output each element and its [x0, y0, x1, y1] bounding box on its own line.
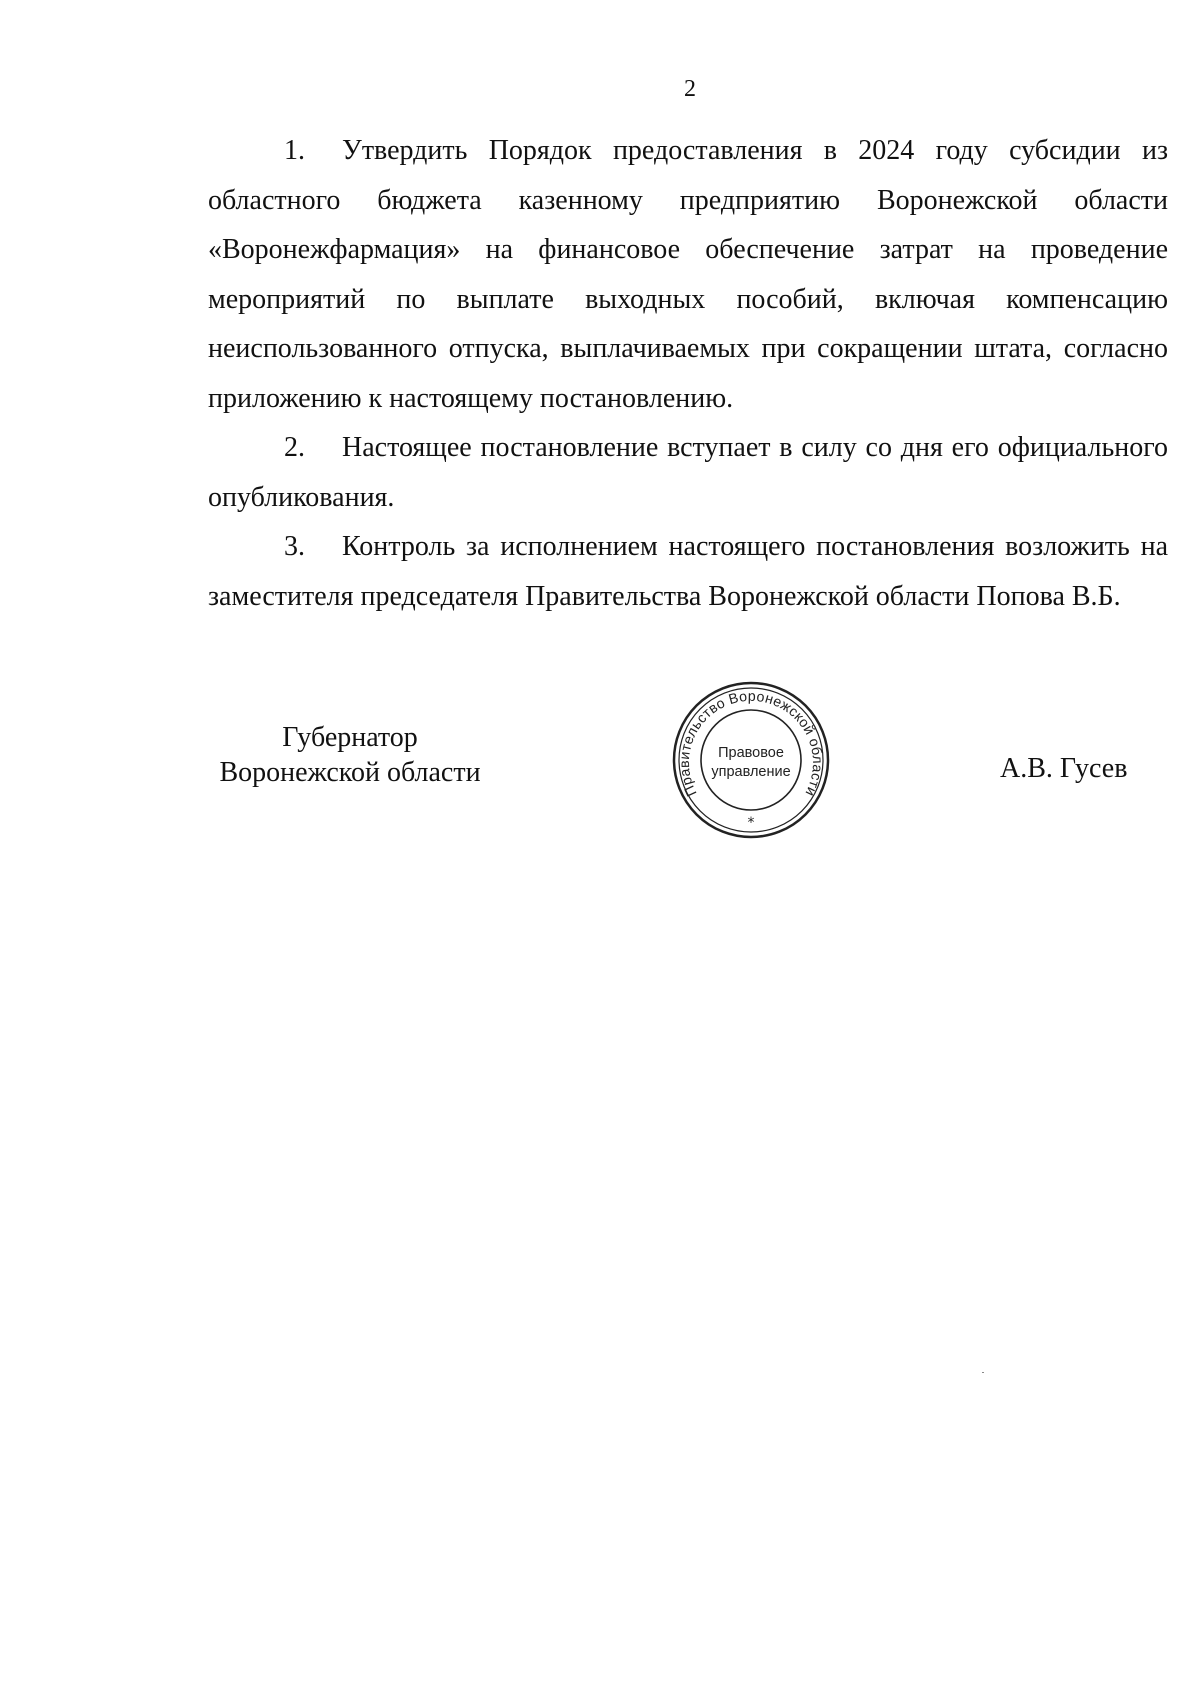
document-body [208, 126, 1168, 621]
signatory-name: А.В. Гусев [1000, 753, 1128, 784]
paragraph-3-text: Контроль за исполнением настоящего постановления возложить на заместителя председателя Правительства Воронежской области Попова В.Б. [208, 531, 1168, 612]
signatory-title-line-2: Воронежской области [219, 757, 481, 788]
paragraph-3-number: 3. [284, 531, 305, 562]
stamp-ring-text: Правительство Воронежской области [676, 688, 826, 799]
paragraph-1 [208, 126, 1168, 423]
stamp-center-line-1: Правовое [718, 745, 784, 761]
paragraph-2-number: 2. [284, 432, 305, 463]
scan-speck [982, 1372, 984, 1373]
page-number: 2 [684, 76, 696, 102]
paragraph-3 [208, 522, 1168, 621]
paragraph-1-text: Утвердить Порядок предоставления в 2024 году субсидии из областного бюджета казенному предприятию Воронежской области «Воронежфармация» на финансовое обеспечение затрат на проведение мероприятий по выплате выходных пособий, включая компенсацию неиспользованного отпуска, выплачиваемых при сокращении штата, согласно приложению к настоящему постановлению. [208, 135, 1168, 414]
signatory-title-line-1: Губернатор [282, 722, 418, 753]
stamp-center-line-2: управление [711, 764, 791, 780]
signatory-title [205, 720, 495, 790]
stamp-star: * [747, 815, 755, 831]
paragraph-2-text: Настоящее постановление вступает в силу со дня его официального опубликования. [208, 432, 1168, 513]
paragraph-1-number: 1. [284, 135, 305, 166]
official-stamp [671, 680, 831, 840]
paragraph-2 [208, 423, 1168, 522]
